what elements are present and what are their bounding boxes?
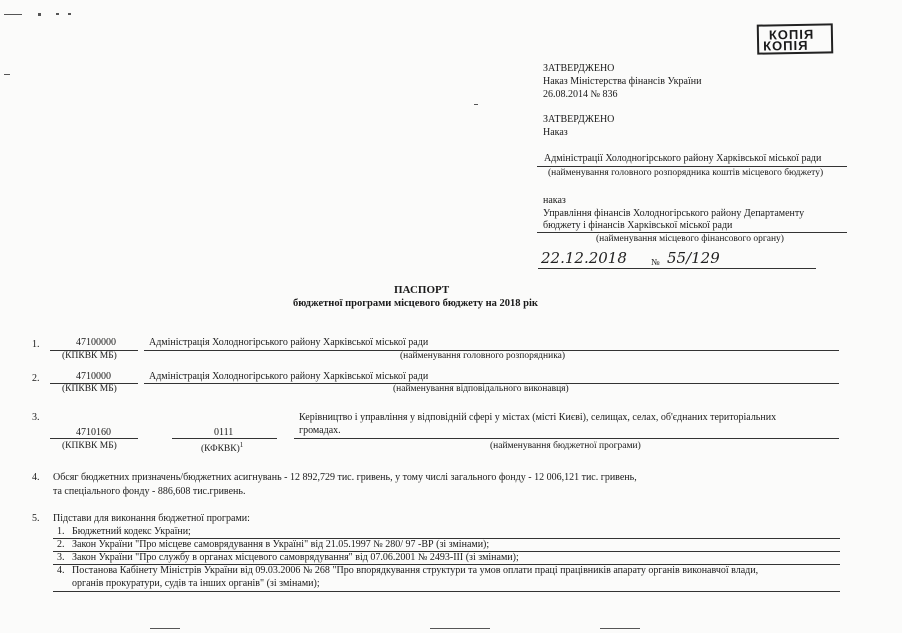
finance-body-line2: бюджету і фінансів Харківської міської ради <box>543 220 733 231</box>
item-2-name: Адміністрація Холодногірського району Харківської міської ради <box>149 371 429 382</box>
basis-3-number: 3. <box>57 552 65 563</box>
item-1-code: 47100000 <box>76 337 116 348</box>
item-4-text-line1: Обсяг бюджетних призначень/бюджетних асигнувань - 12 892,729 тис. гривень, у тому числі загального фонду - 12 006,121 тис. гривень, <box>53 472 637 483</box>
item-2-code: 4710000 <box>76 371 111 382</box>
item-2-name-caption: (найменування відповідального виконавця) <box>393 384 569 394</box>
item-4-text-line2: та спеціального фонду - 886,608 тис.гривень. <box>53 486 246 497</box>
copy-stamp <box>757 23 834 54</box>
item-3-func-caption <box>201 441 243 454</box>
document-title: ПАСПОРТ <box>394 284 450 296</box>
approved-label-1: ЗАТВЕРДЖЕНО <box>543 63 615 74</box>
document-subtitle: бюджетної програми місцевого бюджету на 2018 рік <box>293 298 538 309</box>
basis-1-number: 1. <box>57 526 65 537</box>
basis-4-text-line1: Постанова Кабінету Міністрів України від 09.03.2006 № 268 "Про впорядкування структури та умов оплати праці працівників апарату органів виконавчої влади, <box>72 565 759 576</box>
finance-body-line1: Управління фінансів Холодногірського району Департаменту <box>543 208 805 219</box>
item-4-number: 4. <box>32 472 40 483</box>
ministry-order-date: 26.08.2014 № 836 <box>543 89 618 100</box>
item-3-func-code: 0111 <box>214 427 234 438</box>
item-1-code-caption: (КПКВК МБ) <box>62 351 117 361</box>
item-3-func-footnote: 1 <box>239 441 244 449</box>
item-3-name-caption: (найменування бюджетної програми) <box>490 441 641 451</box>
item-1-name-caption: (найменування головного розпорядника) <box>400 351 566 361</box>
order-number-label: № <box>651 257 660 267</box>
item-3-name-line2: громадах. <box>299 425 341 436</box>
item-3-code: 4710160 <box>76 427 111 438</box>
basis-2-number: 2. <box>57 539 65 550</box>
order-label: Наказ <box>543 127 568 138</box>
basis-3-text: Закон України "Про службу в органах місцевого самоврядування" від 07.06.2001 № 2493-ІІІ (зі змінами); <box>72 552 519 563</box>
main-administrator-caption: (найменування головного розпорядника коштів місцевого бюджету) <box>548 168 824 178</box>
item-5-number: 5. <box>32 513 40 524</box>
basis-2-text: Закон України "Про місцеве самоврядування в Україні" від 21.05.1997 № 280/ 97 -ВР (зі змінами); <box>72 539 490 550</box>
basis-4-text-line2: органів прокуратури, судів та інших органів" (зі змінами); <box>72 578 320 589</box>
order-label-2: наказ <box>543 195 566 206</box>
finance-body-caption: (найменування місцевого фінансового органу) <box>596 234 784 244</box>
basis-1-text: Бюджетний кодекс України; <box>72 526 191 537</box>
item-1-number: 1. <box>32 339 40 350</box>
item-5-heading: Підстави для виконання бюджетної програми: <box>53 513 250 524</box>
stamp-text-1: КОПІЯ <box>768 26 815 43</box>
item-3-func-caption-text: (КФКВК) <box>201 444 240 455</box>
ministry-order: Наказ Міністерства фінансів України <box>543 76 702 87</box>
stamp-text-2: КОПІЯ <box>762 37 809 54</box>
basis-4-number: 4. <box>57 565 65 576</box>
item-2-code-caption: (КПКВК МБ) <box>62 384 117 394</box>
main-administrator-name: Адміністрації Холодногірського району Харківської міської ради <box>544 153 822 164</box>
item-3-code-caption: (КПКВК МБ) <box>62 441 117 451</box>
handwritten-order-number: 55/129 <box>667 249 720 267</box>
handwritten-order-date: 22.12.2018 <box>541 249 627 267</box>
item-3-name-line1: Керівництво і управління у відповідній сфері у містах (місті Києві), селищах, селах, об'єднаних територіальних <box>299 412 777 423</box>
item-3-number: 3. <box>32 412 40 423</box>
item-1-name: Адміністрація Холодногірського району Харківської міської ради <box>149 337 429 348</box>
approved-label-2: ЗАТВЕРДЖЕНО <box>543 114 615 125</box>
item-2-number: 2. <box>32 373 40 384</box>
